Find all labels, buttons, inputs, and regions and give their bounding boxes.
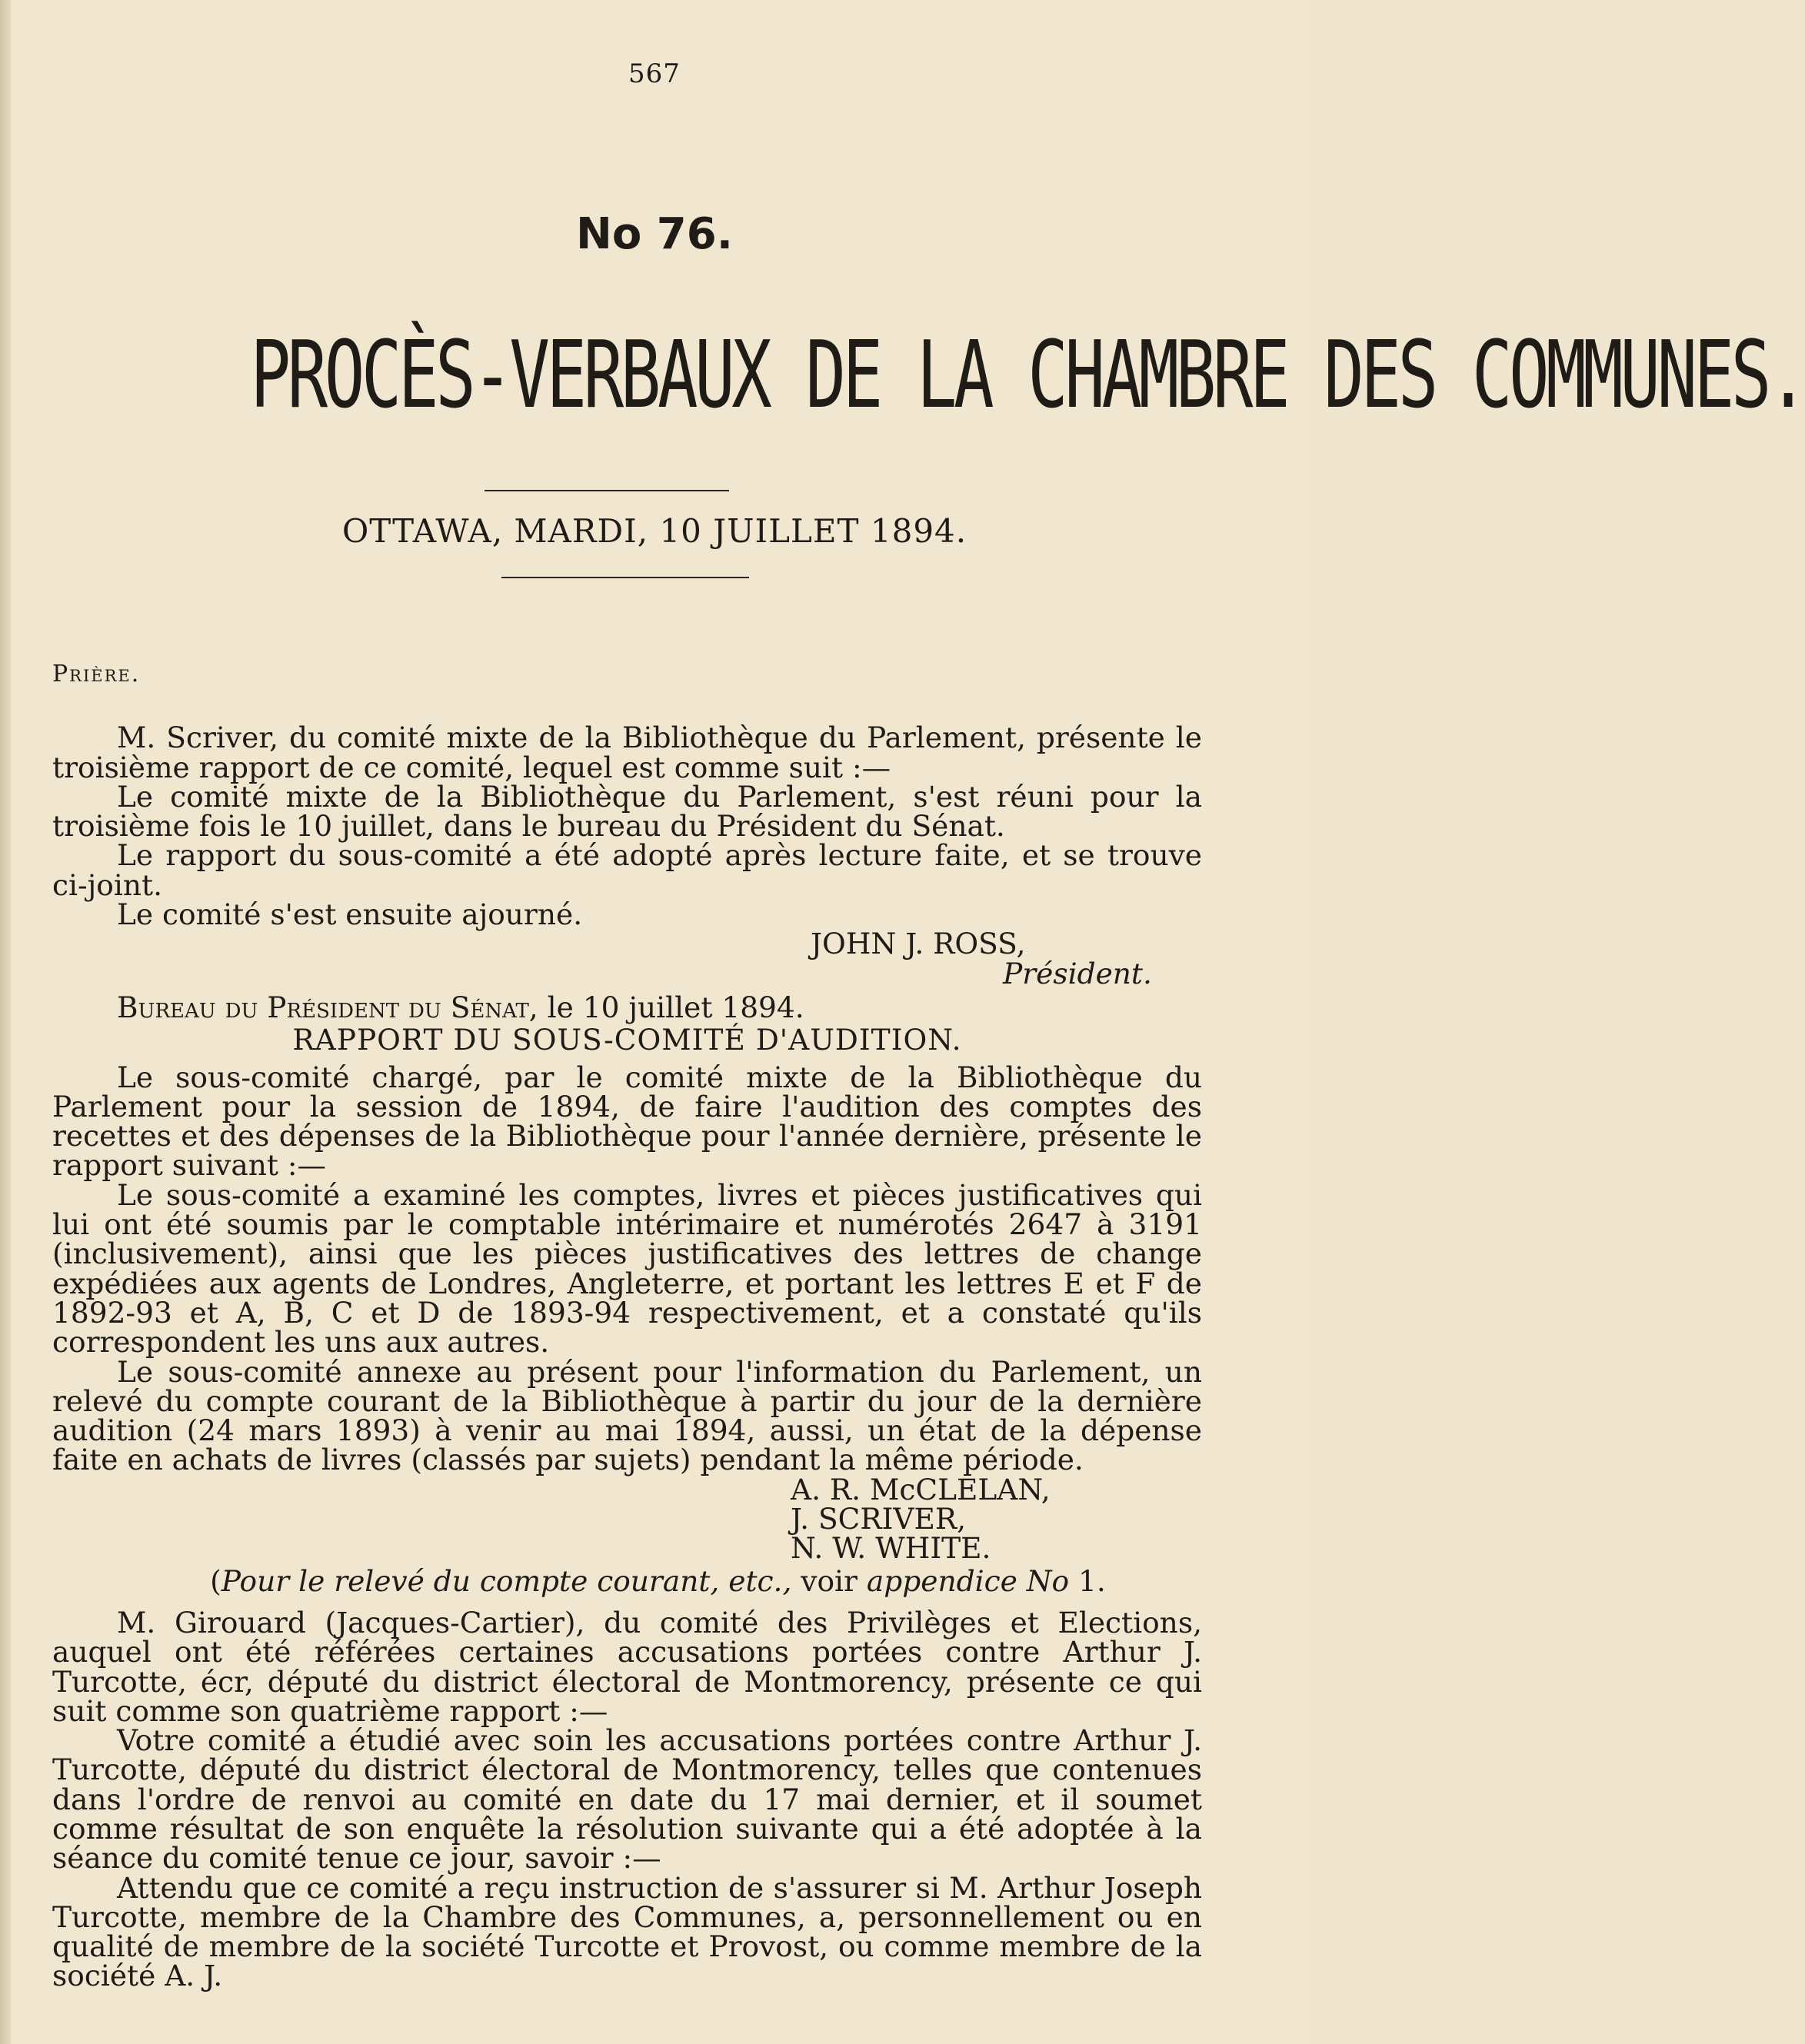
appendix-italic-1: Pour le relevé du compte courant, etc.,: [221, 1563, 792, 1598]
office-date-line: [52, 990, 1202, 1024]
signer-3: N. W. WHITE.: [791, 1531, 991, 1566]
appendix-italic-2: appendice No: [866, 1563, 1070, 1598]
page-edge-shadow: [0, 0, 11, 2044]
appendix-middle: voir: [791, 1563, 867, 1598]
document-number: No 76.: [575, 209, 734, 259]
signer-2: J. SCRIVER,: [791, 1502, 967, 1536]
paragraph-rapport-adopte: Le rapport du sous-comité a été adopté après lecture faite, et se trouve ci-joint.: [52, 838, 1202, 902]
girouard-paragraph-1: M. Girouard (Jacques-Cartier), du comité des Privilèges et Elections, auquel ont été référées certaines accusations portées contre Arthur J. Turcotte, écr, député du district électoral de Montmorency, présente ce qui suit comme son quatrième rapport :—: [52, 1605, 1202, 1728]
appendix-close: 1.: [1069, 1563, 1106, 1598]
signature-title: Président.: [1003, 956, 1152, 990]
report-paragraph-3: Le sous-comité annexe au présent pour l'information du Parlement, un relevé du compte courant de la Bibliothèque à partir du jour de la dernière audition (24 mars 1893) à venir au mai 1894, aussi, un état de la dépense faite en achats de livres (classés par sujets) pendant la même période.: [52, 1354, 1202, 1477]
appendix-note: [52, 1563, 1202, 1598]
divider-rule-bottom: [501, 577, 749, 578]
office-date: le 10 juillet 1894.: [538, 990, 804, 1024]
report-paragraph-1: Le sous-comité chargé, par le comité mixte de la Bibliothèque du Parlement pour la session de 1894, de faire l'audition des comptes des recettes et des dépenses de la Bibliothèque pour l'année dernière, présente le rapport suivant :—: [52, 1060, 1202, 1183]
paragraph-scriver: M. Scriver, du comité mixte de la Bibliothèque du Parlement, présente le troisième rapport de ce comité, lequel est comme suit :—: [52, 721, 1202, 784]
appendix-open-paren: (: [210, 1563, 221, 1598]
girouard-paragraph-3: Attendu que ce comité a reçu instruction de s'assurer si M. Arthur Joseph Turcotte, membre de la Chambre des Communes, a, personnellement ou en qualité de membre de la société Turcotte et Provost, ou comme membre de la société A. J.: [52, 1870, 1202, 1993]
signer-1: A. R. McCLELAN,: [791, 1472, 1051, 1506]
priere-heading: Prière.: [52, 661, 141, 687]
report-paragraph-2: Le sous-comité a examiné les comptes, livres et pièces justificatives qui lui ont été soumis par le comptable intérimaire et numérotés 2647 à 3191 (inclusivement), ainsi que les pièces justificatives des lettres de change expédiées aux agents de Londres, Angleterre, et portant les lettres E et F de 1892-93 et A, B, C et D de 1893-94 respectivement, et a constaté qu'ils correspondent les uns aux autres.: [52, 1177, 1202, 1360]
office-name: Bureau du Président du Sénat,: [117, 990, 538, 1024]
paragraph-ajourne: Le comité s'est ensuite ajourné.: [117, 897, 583, 932]
divider-rule-top: [485, 490, 729, 491]
section-title: RAPPORT DU SOUS-COMITÉ D'AUDITION.: [292, 1023, 962, 1057]
page-number: 567: [628, 58, 681, 89]
girouard-paragraph-2: Votre comité a étudié avec soin les accusations portées contre Arthur J. Turcotte, député du district électoral de Montmorency, telles que contenues dans l'ordre de renvoi au comité en date du 17 mai dernier, et il soumet comme résultat de son enquête la résolution suivante qui a été adoptée à la séance du comité tenue ce jour, savoir :—: [52, 1723, 1202, 1876]
signature-name: JOHN J. ROSS,: [811, 927, 1026, 961]
date-line: OTTAWA, MARDI, 10 JUILLET 1894.: [341, 512, 967, 550]
paragraph-comite-reuni: Le comité mixte de la Bibliothèque du Parlement, s'est réuni pour la troisième fois le 10 juillet, dans le bureau du Président du Sénat.: [52, 779, 1202, 844]
main-title: PROCÈS-VERBAUX DE LA CHAMBRE DES COMMUNES.: [250, 320, 1805, 429]
document-body: [52, 660, 1202, 1991]
